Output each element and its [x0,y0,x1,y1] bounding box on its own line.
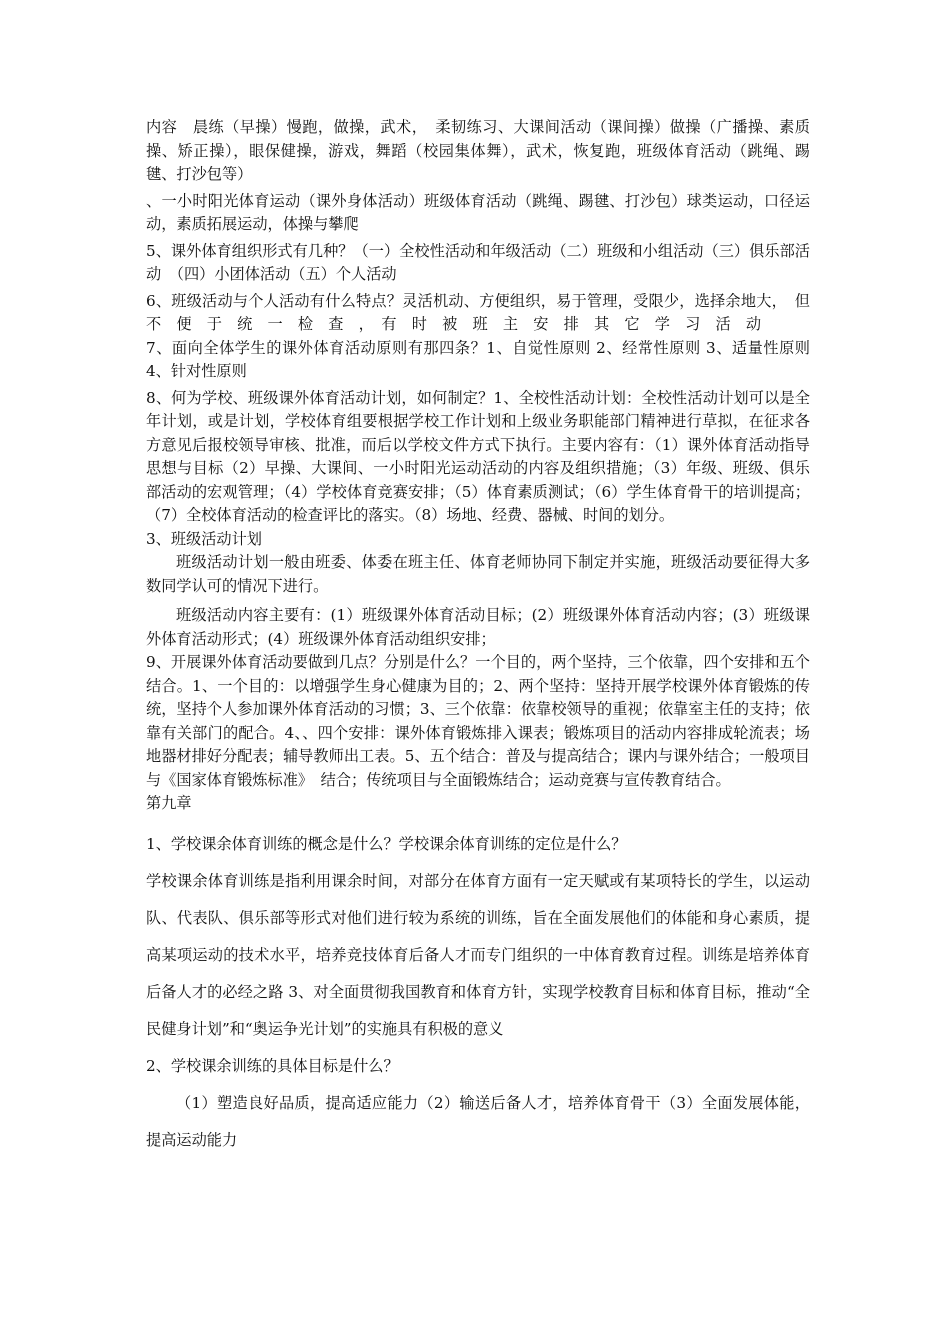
paragraph-class-plan-1: 班级活动计划一般由班委、体委在班主任、体育老师协同下制定并实施，班级活动要征得大多数同学认可的情况下进行。 [146,553,810,595]
document-body [146,116,826,1159]
chapter-nine-section [146,826,810,1159]
paragraph-q5: 5、课外体育组织形式有几种？（一）全校性活动和年级活动（二）班级和小组活动（三）俱乐部活动 （四）小团体活动（五）个人活动 [146,241,810,283]
chapter-heading: 第九章 [146,794,192,812]
paragraph-q8: 8、何为学校、班级课外体育活动计划，如何制定？1、全校性活动计划：全校性活动计划可以是全年计划，或是计划，学校体育组要根据学校工作计划和上级业务职能部门精神进行草拟，在征求各方意见后报校领导审核、批准，而后以学校文件方式下执行。主要内容有：（1）课外体育活动指导思想与目标（2）早操、大课间、一小时阳光运动活动的内容及组织措施；（3）年级、班级、俱乐部活动的宏观管理；（4）学校体育竞赛安排；（5）体育素质测试；（6）学生体育骨干的培训提高；（7）全校体育活动的检查评比的落实。（8）场地、经费、器械、时间的划分。 [146,388,810,524]
paragraph-c9-q2: 2、学校课余训练的具体目标是什么？ [146,1056,399,1075]
paragraph-class-plan-heading: 3、班级活动计划 [146,529,262,548]
paragraph-q7: 7、面向全体学生的课外体育活动原则有那四条？1、自觉性原则 2、经常性原则 3、适量性原则 4、针对性原则 [146,338,810,380]
paragraph-c9-a1: 学校课余体育训练是指利用课余时间，对部分在体育方面有一定天赋或有某项特长的学生，以运动队、代表队、俱乐部等形式对他们进行较为系统的训练，旨在全面发展他们的体能和身心素质，提高某项运动的技术水平，培养竞技体育后备人才而专门组织的一中体育教育过程。训练是培养体育后备人才的必经之路 3、对全面贯彻我国教育和体育方针，实现学校教育目标和体育目标，推动“全民健身计划”和“奥运争光计划”的实施具有积极的意义 [146,871,810,1038]
paragraph-c9-a2: （1）塑造良好品质，提高适应能力（2）输送后备人才，培养体育骨干（3）全面发展体能，提高运动能力 [146,1093,810,1149]
paragraph-q9: 9、开展课外体育活动要做到几点？分别是什么？一个目的，两个坚持，三个依靠，四个安排和五个结合。1、一个目的：以增强学生身心健康为目的；2、两个坚持：坚持开展学校课外体育锻炼的传统，坚持个人参加课外体育活动的习惯；3、三个依靠：依靠校领导的重视；依靠室主任的支持；依靠有关部门的配合。4、、四个安排：课外体育锻炼排入课表；锻炼项目的活动内容排成轮流表；场地器材排好分配表；辅导教师出工表。5、五个结合：普及与提高结合；课内与课外结合；一般项目与《国家体育锻炼标准》 结合；传统项目与全面锻炼结合；运动竞赛与宣传教育结合。 [146,653,810,789]
paragraph-sunshine-sports: 、一小时阳光体育运动（课外身体活动）班级体育活动（跳绳、踢毽、打沙包）球类运动，口径运动，素质拓展运动，体操与攀爬 [146,191,810,233]
paragraph-content-morning: 内容 晨练（早操）慢跑，做操，武术， 柔韧练习、大课间活动（课间操）做操（广播操、素质操、矫正操），眼保健操，游戏，舞蹈（校园集体舞），武术，恢复跑，班级体育活动（跳绳、踢毽、打沙包等） [146,118,810,183]
paragraph-q6: 6、班级活动与个人活动有什么特点？灵活机动、方便组织，易于管理，受限少，选择余地大， 但 不 便 于 统 一 检 查 ， 有 时 被 班 主 安 排 其 它 学 习 活 动 [146,291,826,333]
paragraph-class-plan-2: 班级活动内容主要有：(1）班级课外体育活动目标；(2）班级课外体育活动内容；(3）班级课外体育活动形式；(4）班级课外体育活动组织安排； [146,606,810,648]
paragraph-c9-q1: 1、学校课余体育训练的概念是什么？学校课余体育训练的定位是什么？ [146,834,627,853]
